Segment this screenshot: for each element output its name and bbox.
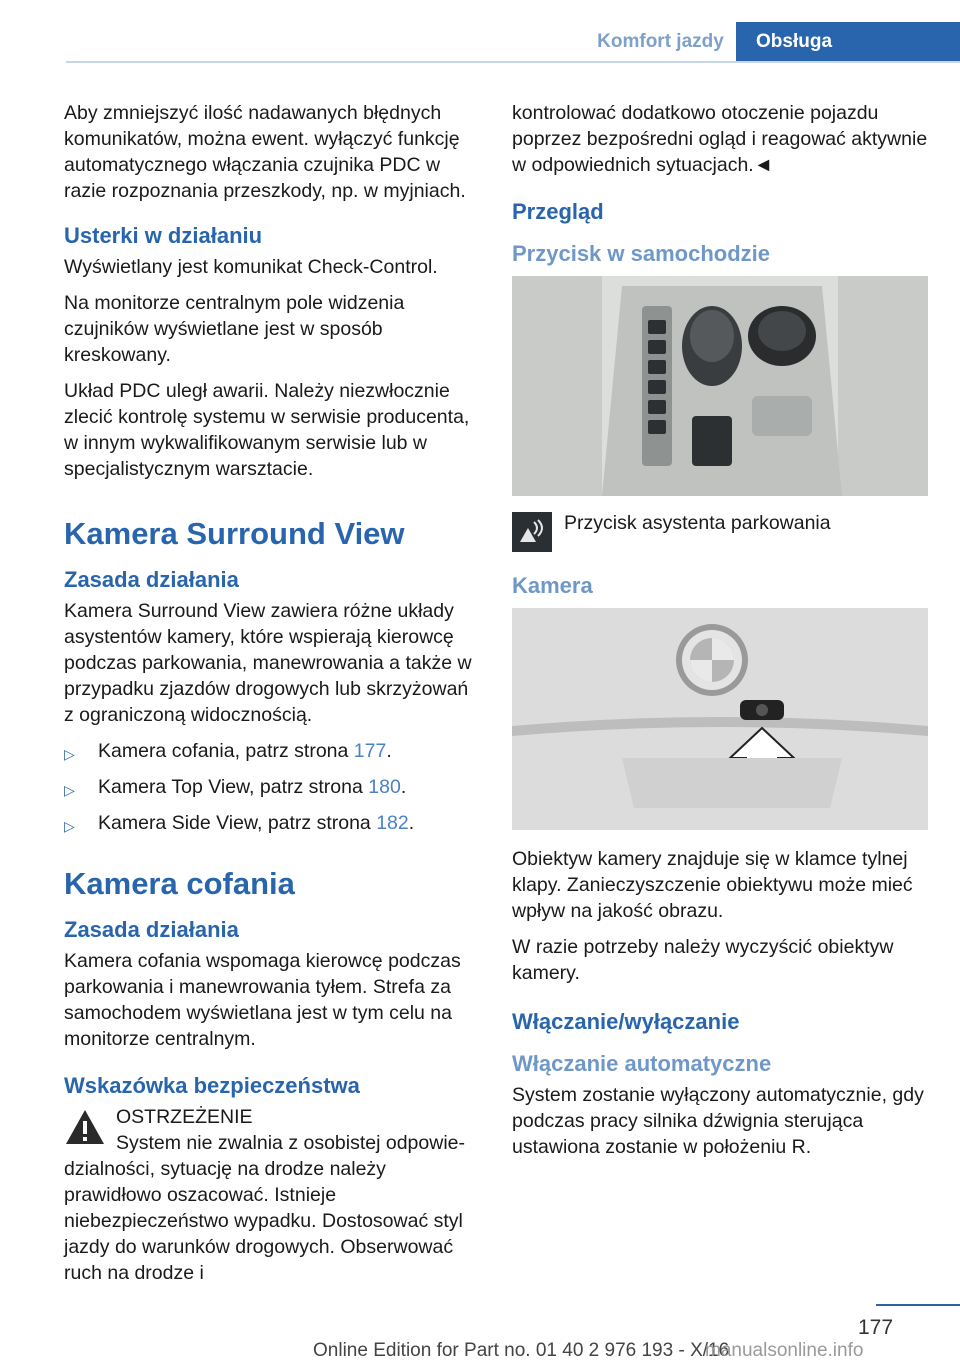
parking-assist-icon bbox=[512, 512, 552, 552]
page-header bbox=[585, 22, 960, 62]
heading-usterki: Usterki w działaniu bbox=[64, 223, 263, 248]
warning-text: dzialności, sytuację na drodze należy prawidłowo oszacować. Istnieje niebezpieczeństwo wypadku. Dostosować styl jazdy do warunków drogowych. Obserwować ruch na drodze i bbox=[64, 1158, 463, 1284]
heading-zasada-2: Zasada działania bbox=[64, 917, 239, 942]
paragraph-auto-on: System zostanie wyłączony automatycznie, gdy podczas pracy silnika dźwignia sterująca ustawiona zostanie w położeniu R. bbox=[512, 1084, 924, 1158]
paragraph-camera-lens: Obiektyw kamery znajduje się w klamce tylnej klapy. Zanieczyszczenie obiektywu może mieć wpływ na jakość obrazu. bbox=[512, 848, 913, 922]
camera-list bbox=[64, 738, 480, 836]
left-column bbox=[64, 100, 480, 1296]
footer-rule bbox=[876, 1304, 960, 1306]
paragraph-continued: kontrolować dodatkowo otoczenie pojazdu poprzez bezpośredni ogląd i reagować aktywnie w odpowiednich sytuacjach.◄ bbox=[512, 102, 928, 176]
warning-title: OSTRZEŻENIE bbox=[116, 1106, 253, 1128]
paragraph-pdc-fault: Układ PDC uległ awarii. Należy niezwłocznie zlecić kontrolę systemu w serwisie producenta, w innym wykwalifikowanym serwisie lub w specjalistycznym warsztacie. bbox=[64, 380, 470, 480]
right-column bbox=[512, 100, 928, 1170]
warning-block bbox=[64, 1104, 480, 1156]
paragraph-pdc-messages: Aby zmniejszyć ilość nadawanych błędnych komunikatów, można ewent. wyłączyć funkcję automatycznego włączania czujnika PDC w razie rozpoznania przeszkody, np. w myjniach. bbox=[64, 102, 466, 202]
heading-kamera-cofania: Kamera cofania bbox=[64, 866, 295, 901]
edition-line: Online Edition for Part no. 01 40 2 976 193 - X/16 bbox=[313, 1340, 730, 1361]
page-link-177[interactable]: 177 bbox=[353, 740, 387, 762]
heading-kamera: Kamera bbox=[512, 573, 593, 598]
list-item: ▷ Kamera Top View, patrz strona 180. bbox=[64, 774, 480, 800]
heading-surround-view: Kamera Surround View bbox=[64, 516, 405, 551]
triangle-bullet-icon: ▷ bbox=[64, 818, 75, 834]
list-item: ▷ Kamera cofania, patrz strona 177. bbox=[64, 738, 480, 764]
page-link-180[interactable]: 180 bbox=[368, 776, 401, 798]
watermark: manualsonline.info bbox=[705, 1340, 864, 1361]
heading-wskazowka: Wskazówka bezpieczeństwa bbox=[64, 1073, 360, 1098]
page-number: 177 bbox=[858, 1316, 894, 1339]
paragraph-monitor: Na monitorze centralnym pole widzenia czujników wyświetlane jest w sposób kreskowany. bbox=[64, 292, 405, 366]
warning-triangle-icon bbox=[64, 1108, 106, 1153]
paragraph-cofania-intro: Kamera cofania wspomaga kierowcę podczas parkowania i manewrowania tyłem. Strefa za samochodem wyświetlana jest w tym celu na monitorze centralnym. bbox=[64, 950, 461, 1050]
header-rule bbox=[66, 61, 960, 63]
heading-wlaczanie: Włączanie/wyłączanie bbox=[512, 1009, 740, 1034]
parking-button-caption: Przycisk asystenta parkowania bbox=[564, 512, 831, 534]
center-console-image bbox=[512, 276, 928, 496]
heading-wlaczanie-auto: Włączanie automatyczne bbox=[512, 1051, 772, 1076]
heading-przeglad: Przegląd bbox=[512, 199, 604, 224]
warning-line-1: System nie zwalnia z osobistej odpowie- bbox=[116, 1132, 466, 1154]
header-section-tab: Komfort jazdy bbox=[597, 31, 724, 52]
heading-zasada-1: Zasada działania bbox=[64, 567, 239, 592]
rear-camera-image bbox=[512, 608, 928, 830]
paragraph-surround-intro: Kamera Surround View zawiera różne układy asystentów kamery, które wspierają kierowcę podczas parkowania, manewrowania a także w przypadku zjazdów drogowych lub skrzyżowań z ograniczoną widocznością. bbox=[64, 600, 472, 726]
heading-przycisk: Przycisk w samochodzie bbox=[512, 241, 770, 266]
paragraph-check-control: Wyświetlany jest komunikat Check-Control. bbox=[64, 256, 438, 278]
paragraph-clean-lens: W razie potrzeby należy wyczyścić obiektyw kamery. bbox=[512, 936, 894, 984]
triangle-bullet-icon: ▷ bbox=[64, 782, 75, 798]
parking-button-row bbox=[512, 512, 928, 552]
header-chapter-tab: Obsługa bbox=[736, 22, 960, 62]
page-link-182[interactable]: 182 bbox=[376, 812, 409, 834]
triangle-bullet-icon: ▷ bbox=[64, 746, 75, 762]
list-item: ▷ Kamera Side View, patrz strona 182. bbox=[64, 810, 480, 836]
